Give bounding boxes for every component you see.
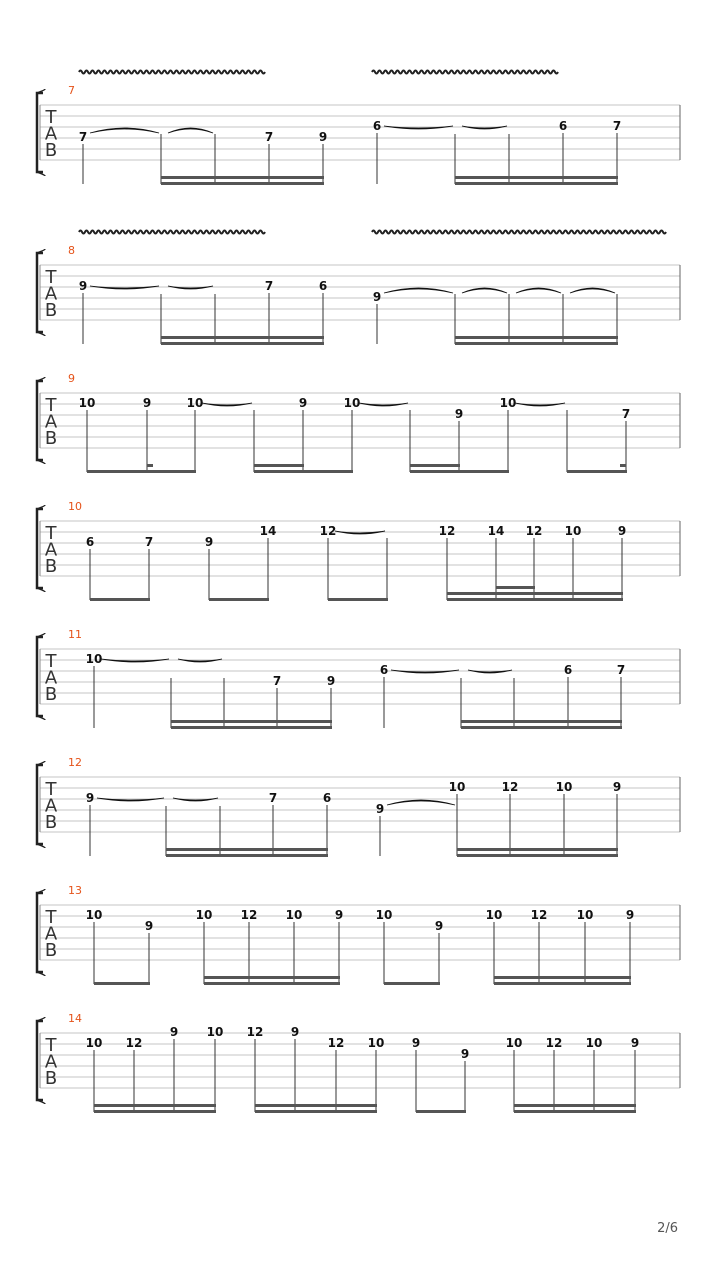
beam-primary [455,342,618,345]
beam-primary [254,470,353,473]
fret-number: 9 [142,396,152,410]
beam-secondary [166,848,328,851]
fret-number: 10 [85,1036,103,1050]
beam-primary [94,1110,216,1113]
tab-system [37,1012,680,1113]
measure-number: 14 [68,1012,82,1025]
fret-number: 12 [327,1036,345,1050]
beam-primary [90,598,150,601]
tab-clef-letter: A [44,667,58,689]
fret-number: 10 [485,908,503,922]
beam-secondary [461,720,622,723]
beam-primary [455,182,618,185]
beam-stub [147,464,153,467]
tab-system [37,884,680,985]
measure-number: 11 [68,628,82,641]
fret-number: 12 [525,524,543,538]
fret-number: 9 [625,908,635,922]
tab-clef-letter: B [44,556,58,577]
beam-stub [410,464,416,467]
fret-number: 10 [85,908,103,922]
fret-number: 10 [78,396,96,410]
beam-secondary [94,1104,216,1107]
fret-number: 9 [204,535,214,549]
fret-number: 9 [375,802,385,816]
beam-primary [567,470,627,473]
fret-number: 9 [372,290,382,304]
beam-secondary [255,1104,377,1107]
beam-primary [161,182,324,185]
tie-arc [516,288,561,293]
fret-number: 10 [85,652,103,666]
measure-number: 9 [68,372,75,385]
beam-primary [416,1110,466,1113]
beam-secondary [455,336,618,339]
fret-number: 10 [186,396,204,410]
fret-number: 10 [576,908,594,922]
fret-number: 14 [487,524,505,538]
tab-clef-letter: A [44,1051,58,1073]
tab-system [37,231,680,346]
fret-number: 9 [630,1036,640,1050]
tie-arc [90,128,159,133]
beam-primary [447,598,623,601]
fret-number: 12 [240,908,258,922]
tab-clef-letter: B [44,140,58,161]
tab-clef-letter: A [44,123,58,145]
fret-number: 6 [563,663,573,677]
fret-number: 10 [195,908,213,922]
tab-system [37,756,680,857]
page-number: 2/6 [657,1221,678,1236]
measure-number: 7 [68,84,75,97]
tab-system [37,372,680,473]
fret-number: 10 [564,524,582,538]
tab-clef-letter: T [45,523,57,544]
fret-number: 9 [326,674,336,688]
fret-number: 6 [558,119,568,133]
fret-number: 7 [612,119,622,133]
beam-primary [461,726,622,729]
fret-number: 10 [206,1025,224,1039]
beam-primary [166,854,328,857]
fret-number: 12 [319,524,337,538]
tie-arc [570,288,615,293]
beam-primary [161,342,324,345]
fret-number: 9 [298,396,308,410]
fret-number: 7 [272,674,282,688]
fret-number: 9 [85,791,95,805]
tab-clef-letter: B [44,428,58,449]
beam-primary [410,470,509,473]
fret-number: 9 [78,279,88,293]
fret-number: 10 [367,1036,385,1050]
fret-number: 10 [585,1036,603,1050]
tab-clef-letter: T [45,107,57,128]
fret-number: 10 [555,780,573,794]
beam-primary [87,470,196,473]
beam-primary [514,1110,636,1113]
fret-number: 12 [501,780,519,794]
fret-number: 6 [318,279,328,293]
beam-secondary [204,976,340,979]
beam-secondary [447,592,623,595]
beam-primary [328,598,388,601]
fret-number: 7 [78,130,88,144]
measure-number: 8 [68,244,75,257]
fret-number: 7 [268,791,278,805]
tab-clef-letter: T [45,1035,57,1056]
tab-system [37,71,680,186]
beam-primary [384,982,440,985]
vibrato-mark [372,231,666,234]
fret-number: 9 [434,919,444,933]
beam-primary [94,982,150,985]
beam-secondary [514,1104,636,1107]
vibrato-mark [79,71,265,74]
beam-secondary [161,336,324,339]
tab-clef-letter: T [45,395,57,416]
tie-arc [387,800,455,805]
measure-number: 12 [68,756,82,769]
fret-number: 9 [318,130,328,144]
beam-primary [204,982,340,985]
tab-clef-letter: T [45,651,57,672]
tab-clef-letter: A [44,539,58,561]
tab-clef-letter: A [44,283,58,305]
beam-secondary [457,848,618,851]
fret-number: 10 [499,396,517,410]
beam-primary [209,598,269,601]
fret-number: 10 [448,780,466,794]
beam-primary [457,854,618,857]
fret-number: 12 [246,1025,264,1039]
fret-number: 9 [617,524,627,538]
fret-number: 6 [379,663,389,677]
beam-stub [254,464,260,467]
tab-clef-letter: B [44,812,58,833]
fret-number: 9 [612,780,622,794]
measure-number: 13 [68,884,82,897]
tie-arc [168,128,213,133]
beam-secondary [410,464,460,467]
tab-system [37,628,680,729]
tab-clef-letter: T [45,907,57,928]
fret-number: 12 [545,1036,563,1050]
fret-number: 9 [454,407,464,421]
fret-number: 10 [285,908,303,922]
measure-number: 10 [68,500,82,513]
fret-number: 12 [438,524,456,538]
beam-secondary [455,176,618,179]
beam-primary [255,1110,377,1113]
tie-arc [384,288,453,293]
vibrato-mark [79,231,265,234]
fret-number: 9 [290,1025,300,1039]
tab-clef-letter: B [44,300,58,321]
tab-clef-letter: A [44,411,58,433]
beam-primary [171,726,332,729]
fret-number: 10 [343,396,361,410]
beam-secondary [171,720,332,723]
tab-system [37,500,680,601]
beam-tertiary [496,586,535,589]
fret-number: 12 [530,908,548,922]
beam-secondary [494,976,631,979]
beam-secondary [161,176,324,179]
fret-number: 6 [322,791,332,805]
fret-number: 10 [505,1036,523,1050]
fret-number: 9 [144,919,154,933]
fret-number: 9 [411,1036,421,1050]
tab-clef-letter: B [44,940,58,961]
fret-number: 7 [621,407,631,421]
tab-clef-letter: B [44,684,58,705]
vibrato-mark [372,71,558,74]
fret-number: 7 [616,663,626,677]
fret-number: 9 [460,1047,470,1061]
fret-number: 7 [144,535,154,549]
beam-secondary [254,464,304,467]
fret-number: 14 [259,524,277,538]
fret-number: 12 [125,1036,143,1050]
beam-stub [496,592,502,595]
fret-number: 9 [334,908,344,922]
tab-clef-letter: T [45,779,57,800]
tab-clef-letter: B [44,1068,58,1089]
tie-arc [462,288,507,293]
fret-number: 6 [85,535,95,549]
beam-stub [620,464,626,467]
tab-clef-letter: T [45,267,57,288]
fret-number: 6 [372,119,382,133]
fret-number: 10 [375,908,393,922]
beam-primary [494,982,631,985]
tab-clef-letter: A [44,795,58,817]
fret-number: 9 [169,1025,179,1039]
fret-number: 7 [264,130,274,144]
fret-number: 7 [264,279,274,293]
tab-clef-letter: A [44,923,58,945]
